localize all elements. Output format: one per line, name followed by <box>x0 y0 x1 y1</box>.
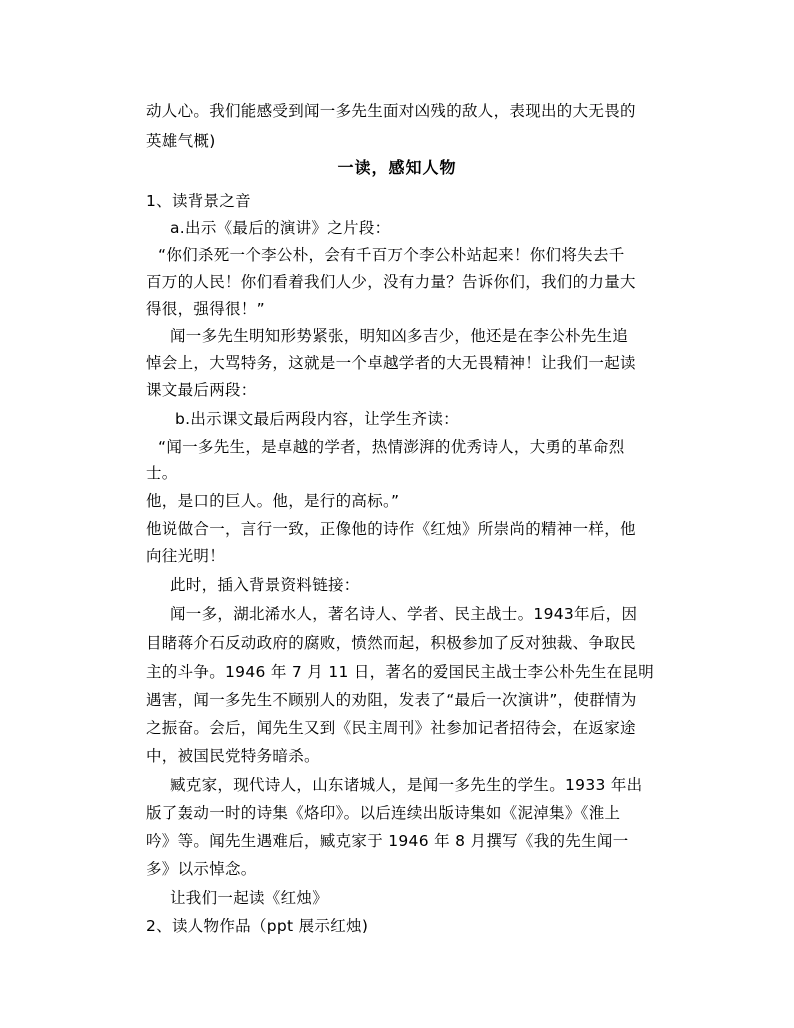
paragraph-line: 悼会上，大骂特务，这就是一个卓越学者的大无畏精神！让我们一起读 <box>146 354 636 372</box>
text-quote-line: 士。 <box>146 464 178 482</box>
bio-line: 之振奋。会后，闻先生又到《民主周刊》社参加记者招待会，在返家途 <box>146 719 636 737</box>
speech-quote-line: “你们杀死一个李公朴，会有千百万个李公朴站起来！你们将失去千 <box>158 246 625 264</box>
text-quote-line: “闻一多先生，是卓越的学者，热情澎湃的优秀诗人，大勇的革命烈 <box>158 438 625 456</box>
item-b-label: b.出示课文最后两段内容，让学生齐读： <box>175 410 459 428</box>
text-quote-line: 向往光明！ <box>146 547 226 565</box>
zang-line: 吟》等。闻先生遇难后，臧克家于 1946 年 8 月撰写《我的先生闻一 <box>146 832 629 850</box>
section-heading: 一读，感知人物 <box>337 158 457 177</box>
bio-line: 遇害，闻一多先生不顾别人的劝阻，发表了“最后一次演讲”，使群情为 <box>146 691 637 709</box>
bio-line: 闻一多，湖北浠水人，著名诗人、学者、民主战士。1943年后，因 <box>170 605 638 623</box>
text-quote-line: 他，是口的巨人。他，是行的高标。” <box>146 492 400 510</box>
paragraph-line: 闻一多先生明知形势紧张，明知凶多吉少，他还是在李公朴先生追 <box>170 327 629 345</box>
section-1-title: 1、读背景之音 <box>146 192 251 210</box>
bio-line: 中，被国民党特务暗杀。 <box>146 747 320 765</box>
speech-quote-line: 得很，强得很！” <box>146 300 265 318</box>
section-2-title: 2、读人物作品（ppt 展示红烛) <box>146 917 369 935</box>
bio-line: 目睹蒋介石反动政府的腐败，愤然而起，积极参加了反对独裁、争取民 <box>146 634 636 652</box>
item-a-label: a.出示《最后的演讲》之片段： <box>170 219 391 237</box>
zang-line: 臧克家，现代诗人，山东诸城人，是闻一多先生的学生。1933 年出 <box>170 776 643 794</box>
insert-link-label: 此时，插入背景资料链接： <box>170 576 360 594</box>
speech-quote-line: 百万的人民！你们看着我们人少，没有力量？告诉你们，我们的力量大 <box>146 273 636 291</box>
paragraph-line: 课文最后两段： <box>146 381 257 399</box>
read-together-line: 让我们一起读《红烛》 <box>170 889 329 907</box>
zang-line: 版了轰动一时的诗集《烙印》。以后连续出版诗集如《泥淖集》《淮上 <box>146 804 621 822</box>
bio-line: 主的斗争。1946 年 7 月 11 日，著名的爱国民主战士李公朴先生在昆明 <box>146 663 655 681</box>
zang-line: 多》以示悼念。 <box>146 860 257 878</box>
intro-line: 动人心。我们能感受到闻一多先生面对凶残的敌人，表现出的大无畏的 <box>146 102 636 120</box>
text-quote-line: 他说做合一，言行一致，正像他的诗作《红烛》所崇尚的精神一样，他 <box>146 520 636 538</box>
intro-line: 英雄气概) <box>146 132 216 150</box>
